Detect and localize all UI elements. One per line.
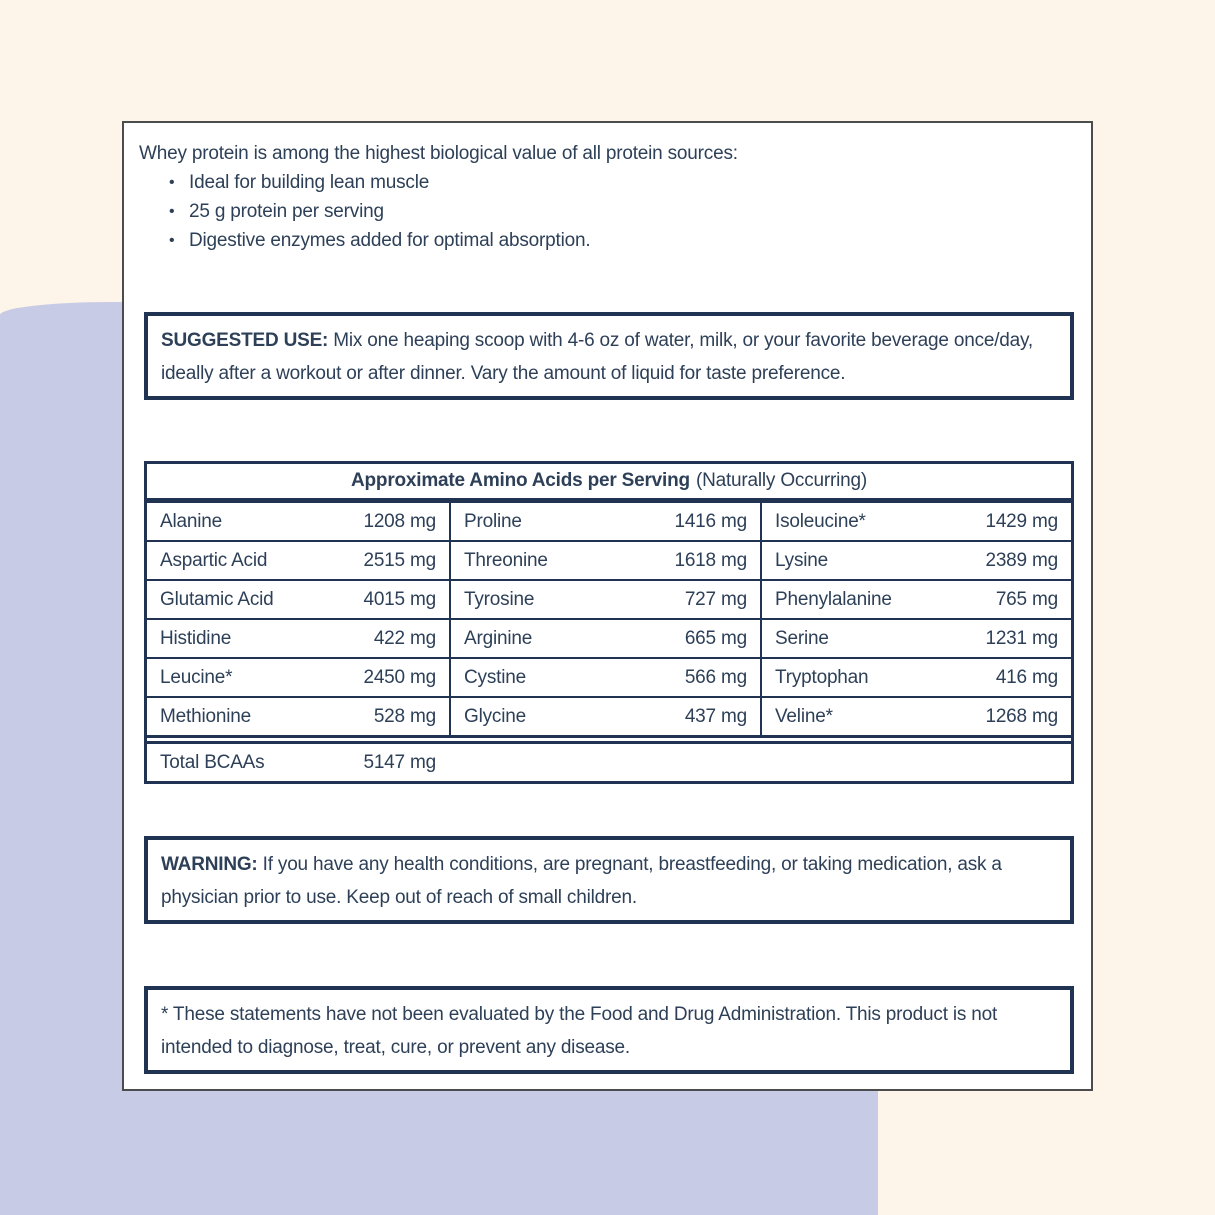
amino-cell xyxy=(449,581,760,618)
amino-value: 765 mg xyxy=(995,588,1058,610)
table-row xyxy=(147,579,1071,618)
amino-cell xyxy=(147,659,449,696)
amino-cell xyxy=(449,659,760,696)
amino-cell xyxy=(449,698,760,735)
amino-value: 2515 mg xyxy=(363,549,436,571)
table-row xyxy=(147,696,1071,735)
table-row xyxy=(147,618,1071,657)
table-row xyxy=(147,503,1071,540)
total-bcaas-value: 5147 mg xyxy=(363,751,436,773)
amino-table-body xyxy=(147,503,1071,738)
fda-disclaimer-box xyxy=(144,986,1074,1074)
table-row xyxy=(147,657,1071,696)
bullet-dot-icon: • xyxy=(169,232,175,249)
amino-value: 1208 mg xyxy=(363,510,436,532)
suggested-use-text: Mix one heaping scoop with 4-6 oz of water, milk, or your favorite beverage once/day, ideally after a workout or after dinner. Vary the amount of liquid for taste preference. xyxy=(161,330,1034,384)
amino-value: 1416 mg xyxy=(674,510,747,532)
amino-value: 1618 mg xyxy=(674,549,747,571)
warning-label: WARNING: xyxy=(161,854,258,875)
amino-cell xyxy=(147,620,449,657)
amino-value: 528 mg xyxy=(373,705,436,727)
amino-value: 1231 mg xyxy=(985,627,1058,649)
amino-acids-table xyxy=(144,461,1074,784)
amino-cell xyxy=(760,542,1071,579)
amino-value: 416 mg xyxy=(995,666,1058,688)
amino-name: Alanine xyxy=(160,510,222,532)
bullet-text: 25 g protein per serving xyxy=(189,201,384,222)
amino-value: 2450 mg xyxy=(363,666,436,688)
amino-cell xyxy=(147,542,449,579)
amino-value: 2389 mg xyxy=(985,549,1058,571)
suggested-use-label: SUGGESTED USE: xyxy=(161,330,329,351)
amino-cell xyxy=(760,620,1071,657)
bullet-dot-icon: • xyxy=(169,174,175,191)
amino-name: Cystine xyxy=(464,666,526,688)
amino-value: 727 mg xyxy=(684,588,747,610)
label-card xyxy=(122,121,1093,1091)
amino-name: Lysine xyxy=(775,549,829,571)
amino-cell xyxy=(449,620,760,657)
suggested-use-box xyxy=(144,312,1074,400)
bullet-item xyxy=(169,197,1079,226)
amino-cell xyxy=(760,659,1071,696)
amino-name: Threonine xyxy=(464,549,548,571)
bullet-item xyxy=(169,226,1079,255)
amino-name: Leucine* xyxy=(160,666,233,688)
amino-value: 422 mg xyxy=(373,627,436,649)
bullet-dot-icon: • xyxy=(169,203,175,220)
total-bcaas-label: Total BCAAs xyxy=(160,751,265,773)
amino-name: Glycine xyxy=(464,705,526,727)
amino-cell xyxy=(760,581,1071,618)
amino-cell xyxy=(760,698,1071,735)
intro-heading: Whey protein is among the highest biological value of all protein sources: xyxy=(139,143,738,164)
amino-value: 665 mg xyxy=(684,627,747,649)
amino-cell xyxy=(147,581,449,618)
amino-value: 566 mg xyxy=(684,666,747,688)
fda-disclaimer-text: * These statements have not been evaluated by the Food and Drug Administration. This product is not intended to diagnose, treat, cure, or prevent any disease. xyxy=(161,1004,998,1058)
amino-value: 4015 mg xyxy=(363,588,436,610)
warning-text: If you have any health conditions, are pregnant, breastfeeding, or taking medication, ask a physician prior to use. Keep out of reach of small children. xyxy=(161,854,1002,908)
amino-cell xyxy=(449,542,760,579)
total-bcaas-row xyxy=(147,741,1071,781)
amino-name: Aspartic Acid xyxy=(160,549,268,571)
intro-section xyxy=(139,139,1079,255)
amino-cell xyxy=(760,503,1071,540)
bullet-item xyxy=(169,168,1079,197)
amino-cell xyxy=(147,744,449,781)
amino-name: Glutamic Acid xyxy=(160,588,274,610)
table-row xyxy=(147,540,1071,579)
amino-cell xyxy=(147,503,449,540)
amino-name: Tryptophan xyxy=(775,666,869,688)
amino-table-title-bold: Approximate Amino Acids per Serving xyxy=(350,470,690,491)
bullet-text: Digestive enzymes added for optimal absorption. xyxy=(189,230,591,251)
amino-name: Methionine xyxy=(160,705,251,727)
amino-name: Histidine xyxy=(160,627,232,649)
amino-table-title-regular: (Naturally Occurring) xyxy=(695,470,867,491)
amino-value: 437 mg xyxy=(684,705,747,727)
intro-bullet-list xyxy=(139,168,1079,255)
bullet-text: Ideal for building lean muscle xyxy=(189,172,430,193)
amino-value: 1268 mg xyxy=(985,705,1058,727)
amino-name: Tyrosine xyxy=(464,588,535,610)
amino-name: Phenylalanine xyxy=(775,588,892,610)
amino-table-title xyxy=(147,464,1071,503)
amino-name: Veline* xyxy=(775,705,833,727)
amino-name: Serine xyxy=(775,627,829,649)
warning-box xyxy=(144,836,1074,924)
amino-name: Isoleucine* xyxy=(775,510,866,532)
amino-name: Proline xyxy=(464,510,522,532)
amino-value: 1429 mg xyxy=(985,510,1058,532)
amino-cell xyxy=(147,698,449,735)
amino-name: Arginine xyxy=(464,627,533,649)
amino-cell xyxy=(449,503,760,540)
